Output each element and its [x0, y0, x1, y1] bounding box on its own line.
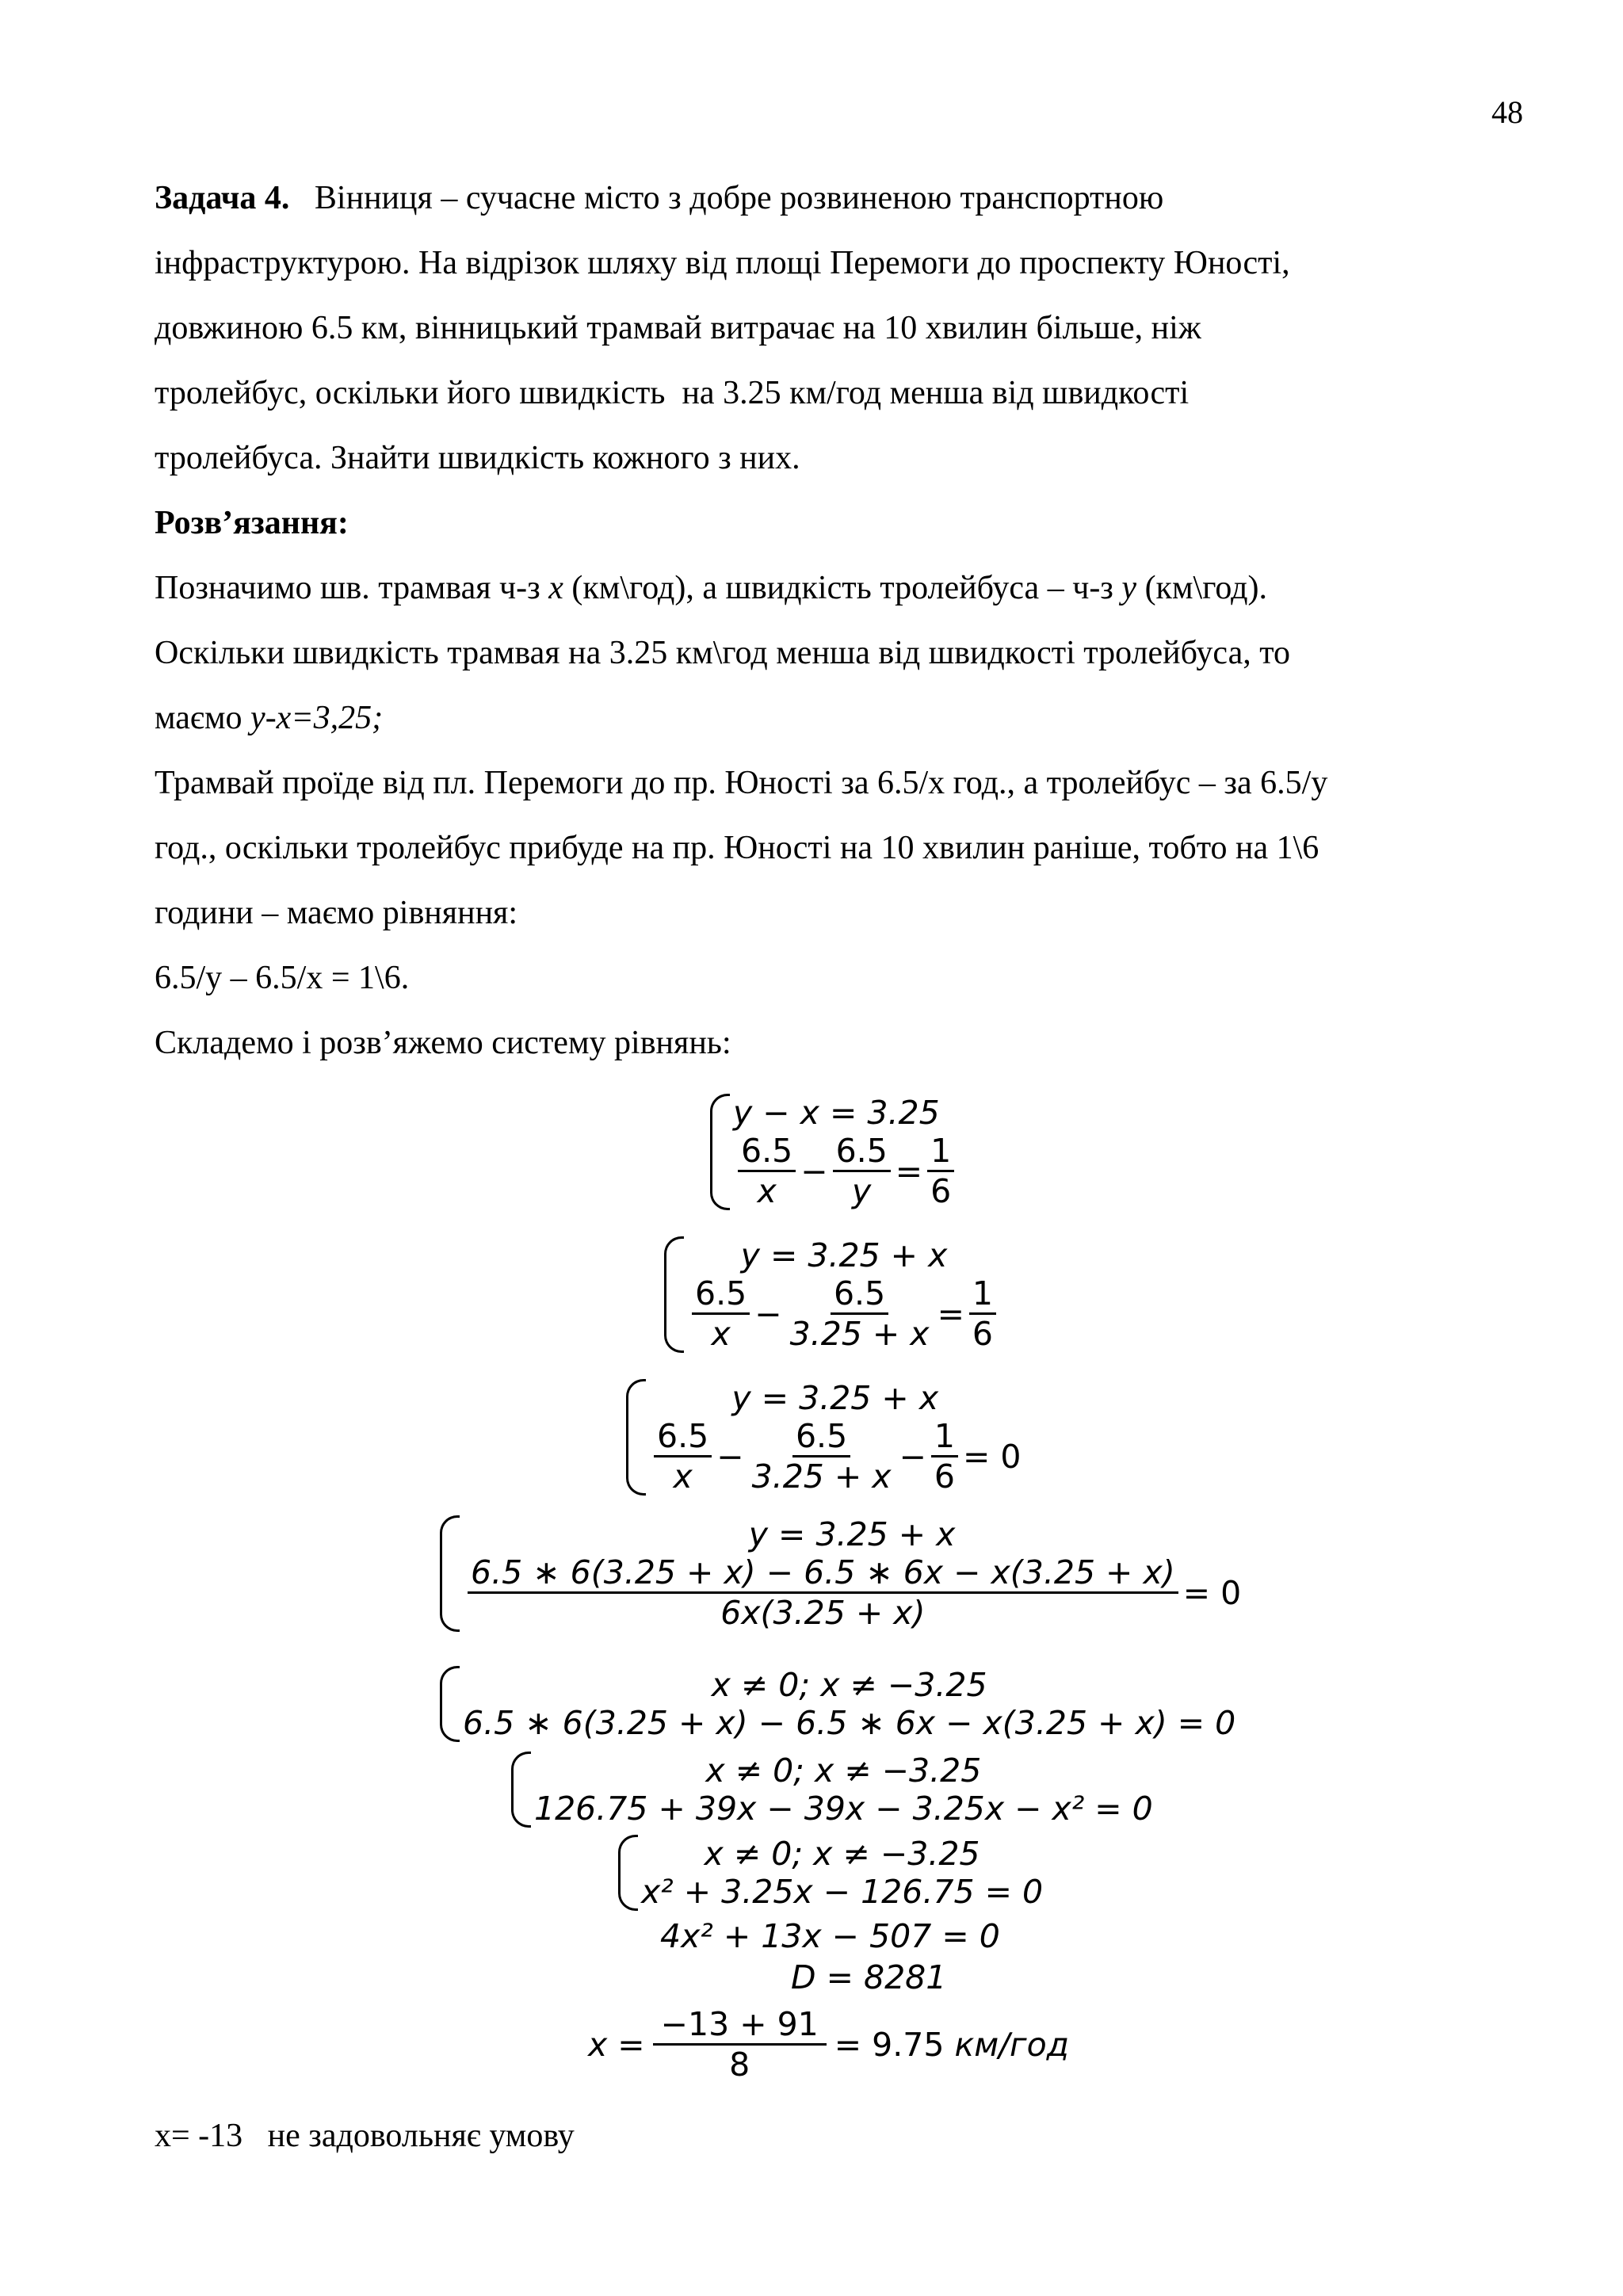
denominator: 6x(3.25 + x) [720, 1594, 926, 1632]
system-2 [664, 1236, 1001, 1353]
operator: = 0 [963, 1437, 1022, 1476]
solution-line-3-a: маємо [155, 700, 251, 736]
task-line-5: тролейбуса. Знайти швидкість кожного з них. [155, 440, 800, 476]
system-5 [440, 1666, 1235, 1742]
root-equation [588, 2005, 1069, 2084]
brace [710, 1094, 730, 1210]
system-2-row-2 [687, 1274, 1001, 1353]
denominator: 3.25 + x [751, 1457, 892, 1496]
brace [618, 1835, 638, 1911]
operator: − [716, 1437, 744, 1476]
operator: = [895, 1152, 923, 1190]
system-5-row-1: x ≠ 0; x ≠ −3.25 [711, 1666, 987, 1704]
operator: = 0 [1182, 1573, 1242, 1612]
numerator: 6.5 [654, 1417, 712, 1457]
root-unit: км/год [954, 2025, 1069, 2064]
system-1-row-2 [733, 1132, 959, 1210]
solution-line-4: Трамвай проїде від пл. Перемоги до пр. Юності за 6.5/х год., а тролейбус – за 6.5/у [155, 765, 1328, 801]
var-x: х [548, 570, 563, 606]
solution-line-1-b: (км\год), а швидкість тролейбуса – ч-з [563, 570, 1122, 606]
solution-line-2: Оскільки швидкість трамвая на 3.25 км\год менша від швидкості тролейбуса, то [155, 635, 1291, 671]
brace [511, 1752, 531, 1828]
solution-line-6: години – маємо рівняння: [155, 895, 518, 931]
operator: = [937, 1294, 964, 1333]
operator: − [899, 1437, 926, 1476]
system-1 [710, 1094, 959, 1210]
numerator: 1 [927, 1132, 954, 1172]
numerator: 6.5 ∗ 6(3.25 + x) − 6.5 ∗ 6x − x(3.25 + x) [468, 1553, 1178, 1594]
numerator: 6.5 [692, 1274, 750, 1315]
root-lhs: x = [588, 2025, 645, 2064]
solution-line-1-a: Позначимо шв. трамвая ч-з [155, 570, 549, 606]
page-number: 48 [1491, 94, 1523, 130]
denominator: x [757, 1172, 777, 1210]
conclusion-line: х= -13 не задовольняє умову [155, 2118, 575, 2154]
brace [440, 1666, 460, 1742]
task-line-1: Вінниця – сучасне місто з добре розвиненою транспортною [289, 180, 1164, 216]
denominator: x [673, 1457, 693, 1496]
system-4 [440, 1515, 1241, 1632]
solution-heading: Розв’язання: [155, 505, 349, 541]
operator: − [800, 1152, 828, 1190]
system-3-row-2 [649, 1417, 1022, 1496]
solution-line-1-c: (км\год). [1136, 570, 1268, 606]
conclusion [155, 2103, 1502, 2168]
task-title: Задача 4. [155, 180, 290, 216]
brace [626, 1379, 646, 1496]
system-6-row-2: 126.75 + 39x − 39x − 3.25x − x² = 0 [534, 1790, 1153, 1828]
numerator: 6.5 [738, 1132, 796, 1172]
system-2-row-1: y = 3.25 + x [740, 1236, 948, 1274]
denominator: y [852, 1172, 872, 1210]
task-text [155, 166, 1502, 1075]
task-line-2: інфраструктурою. На відрізок шляху від площі Перемоги до проспекту Юності, [155, 245, 1290, 281]
quadratic-equation: 4x² + 13x − 507 = 0 [660, 1917, 1000, 1955]
task-line-4: тролейбус, оскільки його швидкість на 3.25 км/год менша від швидкості [155, 375, 1190, 411]
system-6 [511, 1752, 1153, 1828]
system-4-row-1: y = 3.25 + x [748, 1515, 956, 1553]
denominator: 6 [930, 1172, 952, 1210]
numerator: 6.5 [833, 1132, 891, 1172]
numerator: 1 [931, 1417, 958, 1457]
root-numerator: −13 + 91 [653, 2005, 827, 2046]
system-7-row-2: x² + 3.25x − 126.75 = 0 [641, 1873, 1044, 1911]
operator: − [754, 1294, 782, 1333]
task-line-3: довжиною 6.5 км, вінницький трамвай витрачає на 10 хвилин більше, ніж [155, 310, 1201, 346]
brace [664, 1236, 684, 1353]
root-rhs: = 9.75 [834, 2025, 945, 2064]
system-6-row-1: x ≠ 0; x ≠ −3.25 [705, 1752, 982, 1790]
solution-line-3 [155, 686, 1502, 751]
discriminant: D = 8281 [791, 1958, 947, 1996]
denominator: 6 [972, 1315, 994, 1353]
solution-line-5: год., оскільки тролейбус прибуде на пр. Юності на 10 хвилин раніше, тобто на 1\6 [155, 830, 1319, 866]
solution-line-7: 6.5/у – 6.5/х = 1\6. [155, 960, 410, 996]
system-7 [618, 1835, 1043, 1911]
system-7-row-1: x ≠ 0; x ≠ −3.25 [704, 1835, 980, 1873]
denominator: 6 [934, 1457, 956, 1496]
solution-line-8: Складемо і розв’яжемо систему рівнянь: [155, 1025, 731, 1061]
var-y: у [1121, 570, 1137, 606]
brace [440, 1515, 460, 1632]
numerator: 6.5 [792, 1417, 850, 1457]
system-4-row-2 [463, 1553, 1241, 1632]
system-3-row-1: y = 3.25 + x [731, 1379, 939, 1417]
denominator: x [711, 1315, 731, 1353]
solution-line-3-eq: у-х=3,25; [250, 700, 384, 736]
system-1-row-1: y − x = 3.25 [733, 1094, 940, 1132]
denominator: 3.25 + x [789, 1315, 930, 1353]
solution-line-1 [155, 556, 1502, 621]
root-denominator: 8 [729, 2046, 750, 2084]
system-5-row-2: 6.5 ∗ 6(3.25 + x) − 6.5 ∗ 6x − x(3.25 + x) = 0 [463, 1704, 1236, 1742]
system-3 [626, 1379, 1022, 1496]
numerator: 6.5 [831, 1274, 888, 1315]
numerator: 1 [969, 1274, 996, 1315]
